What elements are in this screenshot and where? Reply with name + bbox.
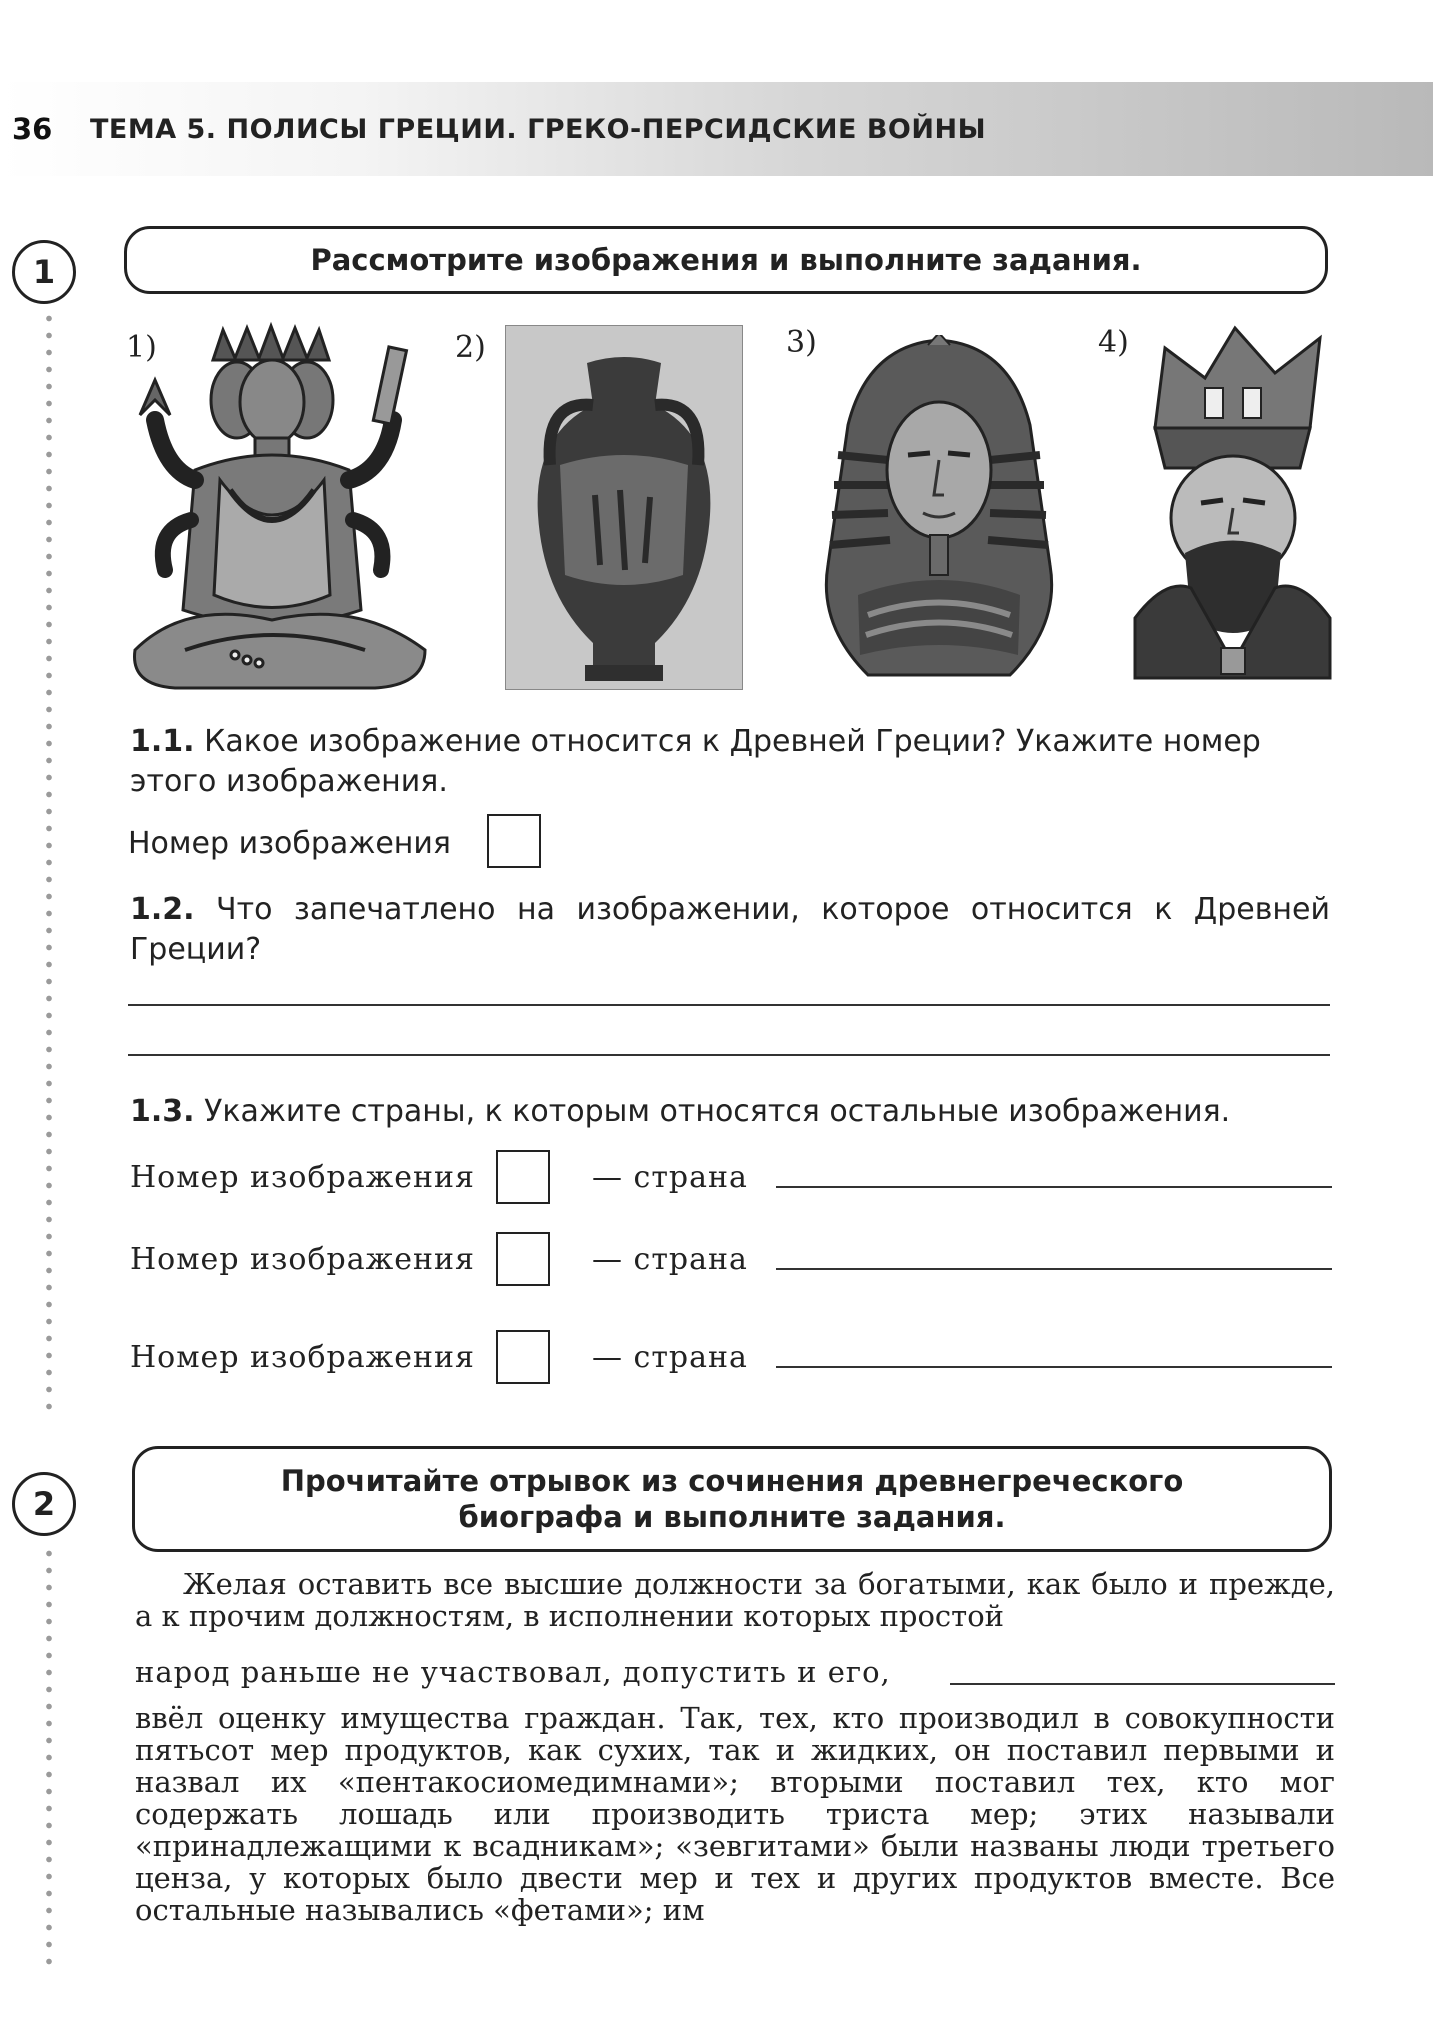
answer-1-2-line-2[interactable] [128, 1054, 1330, 1056]
question-1-2 [130, 890, 1330, 970]
answer-1-3-country-label-3: — страна [592, 1340, 748, 1375]
answer-1-3-row-label-3: Номер изображения [130, 1340, 475, 1375]
dotted-margin-line-2 [45, 1545, 53, 1965]
question-1-3-text: Укажите страны, к которым относятся остальные изображения. [204, 1094, 1231, 1129]
answer-1-3-country-line-2[interactable] [776, 1268, 1332, 1270]
confucius-portrait-icon [1125, 318, 1340, 688]
image-label-3: 3) [786, 325, 817, 360]
image-label-2: 2) [455, 330, 486, 365]
question-1-3-number: 1.3. [130, 1094, 195, 1129]
task-1-instruction: Рассмотрите изображения и выполните задания. [124, 226, 1328, 294]
question-1-2-text: Что запечатлено на изображении, которое относится к Древней Греции? [130, 892, 1330, 967]
task-2-instruction-line-1: Прочитайте отрывок из сочинения древнегреческого [280, 1464, 1184, 1498]
question-1-3 [130, 1092, 1330, 1132]
answer-1-3-box-3[interactable] [496, 1330, 550, 1384]
image-label-4: 4) [1098, 325, 1129, 360]
excerpt-gap-answer-line[interactable] [950, 1683, 1335, 1685]
excerpt-gap-line-text: народ раньше не участвовал, допустить и его, [135, 1655, 891, 1689]
tutankhamun-mask-icon [808, 335, 1070, 680]
answer-1-1-label: Номер изображения [128, 826, 451, 861]
answer-1-3-row-label-1: Номер изображения [130, 1160, 475, 1195]
task-2-number: 2 [12, 1472, 76, 1536]
answer-1-3-box-2[interactable] [496, 1232, 550, 1286]
answer-1-3-country-label-2: — страна [592, 1242, 748, 1277]
dotted-margin-line-1 [45, 310, 53, 1420]
page-number: 36 [12, 112, 53, 146]
running-title: ТЕМА 5. ПОЛИСЫ ГРЕЦИИ. ГРЕКО-ПЕРСИДСКИЕ ВОЙНЫ [90, 114, 987, 145]
excerpt-paragraph-1: Желая оставить все высшие должности за богатыми, как было и прежде, а к прочим должностям, в исполнении которых простой [135, 1567, 1335, 1633]
question-1-2-number: 1.2. [130, 892, 195, 927]
task-2-instruction [132, 1446, 1332, 1552]
task-1-number: 1 [12, 240, 76, 304]
task-2-instruction-line-2: биографа и выполните задания. [458, 1500, 1006, 1534]
question-1-1 [130, 722, 1330, 802]
answer-1-3-country-line-1[interactable] [776, 1186, 1332, 1188]
answer-1-3-box-1[interactable] [496, 1150, 550, 1204]
greek-amphora-icon [505, 325, 743, 690]
answer-1-3-country-label-1: — страна [592, 1160, 748, 1195]
answer-1-3-country-line-3[interactable] [776, 1366, 1332, 1368]
image-label-1: 1) [126, 330, 157, 365]
brahma-statue-icon [125, 320, 435, 695]
answer-1-3-row-label-2: Номер изображения [130, 1242, 475, 1277]
excerpt-paragraph-2: ввёл оценку имущества граждан. Так, тех, кто производил в совокупности пятьсот мер продуктов, как сухих, так и жидких, он поставил первыми и назвал их «пентакосиомедимнами»; вторыми поставил тех, кто мог содержать лошадь или производить триста мер; этих называли «принадлежащими к всадникам»; «зевгитами» были названы люди третьего ценза, у которых было двести мер и тех и других продуктов вместе. Все остальные назывались «фетами»; им [135, 1701, 1335, 1927]
question-1-1-text: Какое изображение относится к Древней Греции? Укажите номер этого изображения. [130, 724, 1261, 799]
question-1-1-number: 1.1. [130, 724, 195, 759]
answer-1-2-line-1[interactable] [128, 1004, 1330, 1006]
answer-1-1-box[interactable] [487, 814, 541, 868]
